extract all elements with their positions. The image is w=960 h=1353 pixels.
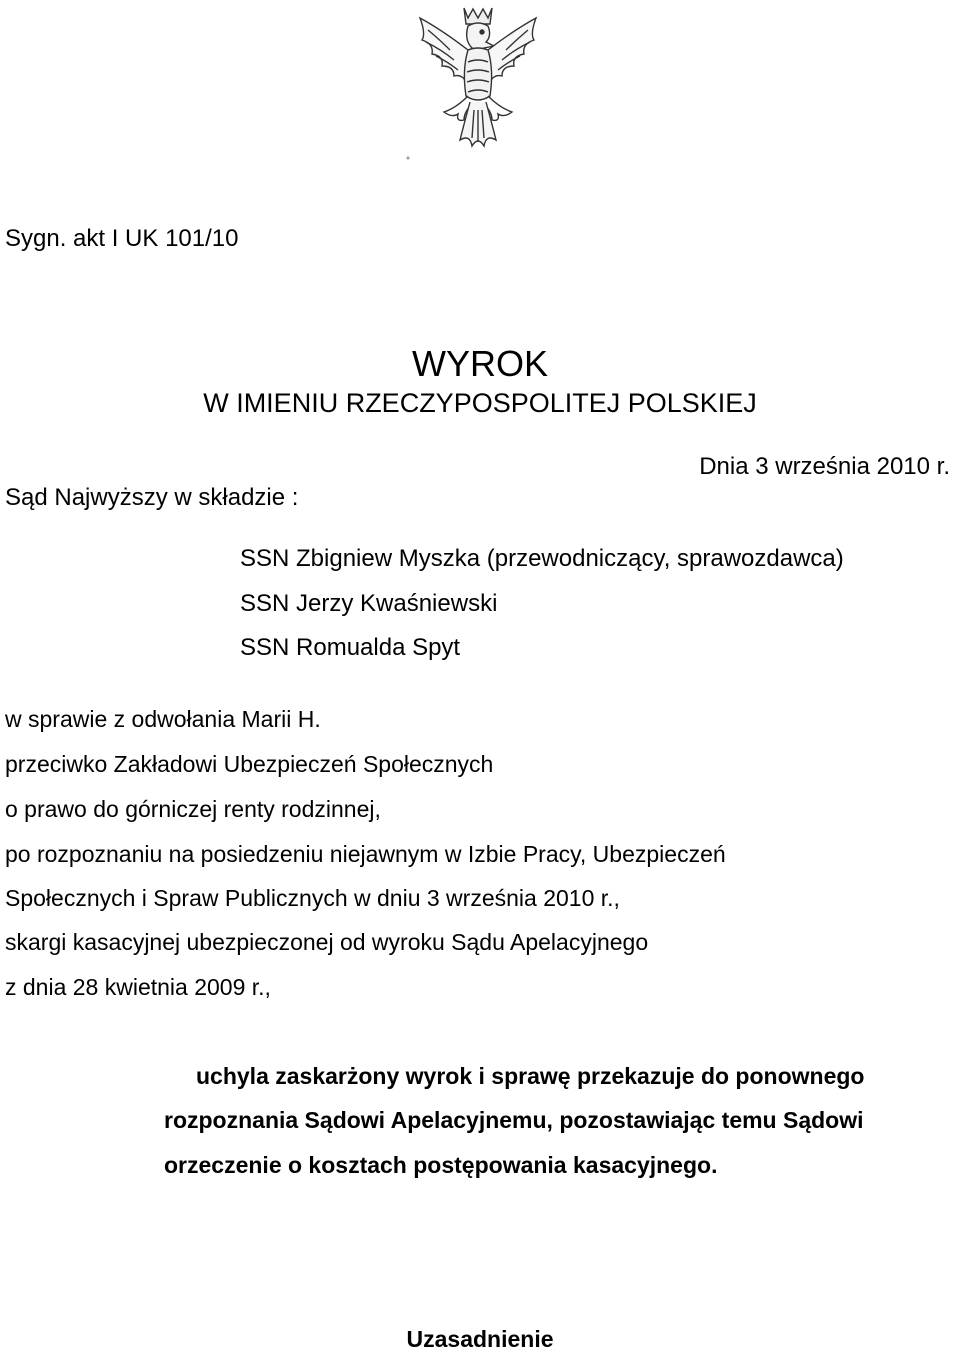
court-composition-label: Sąd Najwyższy w składzie : — [5, 484, 299, 511]
case-line: po rozpoznaniu na posiedzeniu niejawnym w Izbie Pracy, Ubezpieczeń — [5, 841, 726, 867]
case-line: skargi kasacyjnej ubezpieczonej od wyroku Sądu Apelacyjnego — [5, 929, 649, 955]
case-line: z dnia 28 kwietnia 2009 r., — [5, 974, 271, 1000]
document-subtitle: W IMIENIU RZECZYPOSPOLITEJ POLSKIEJ — [203, 388, 757, 418]
judge-line: SSN Romualda Spyt — [240, 634, 461, 661]
case-line: przeciwko Zakładowi Ubezpieczeń Społecznych — [5, 751, 494, 777]
case-line: Społecznych i Spraw Publicznych w dniu 3 września 2010 r., — [5, 885, 620, 911]
ruling-line: uchyla zaskarżony wyrok i sprawę przekazuje do ponownego — [196, 1063, 865, 1089]
judgment-date: Dnia 3 września 2010 r. — [699, 453, 950, 480]
case-line: w sprawie z odwołania Marii H. — [5, 706, 321, 732]
judge-line: SSN Jerzy Kwaśniewski — [240, 590, 498, 617]
case-signature: Sygn. akt I UK 101/10 — [5, 225, 239, 252]
document-title: WYROK — [411, 343, 548, 384]
ruling-line: rozpoznania Sądowi Apelacyjnemu, pozostawiając temu Sądowi — [164, 1107, 864, 1133]
ruling-line: orzeczenie o kosztach postępowania kasacyjnego. — [164, 1152, 718, 1178]
justification-heading: Uzasadnienie — [406, 1326, 554, 1352]
polish-eagle-emblem-icon — [398, 0, 558, 168]
judge-line: SSN Zbigniew Myszka (przewodniczący, sprawozdawca) — [240, 545, 844, 572]
case-line: o prawo do górniczej renty rodzinnej, — [5, 796, 381, 822]
